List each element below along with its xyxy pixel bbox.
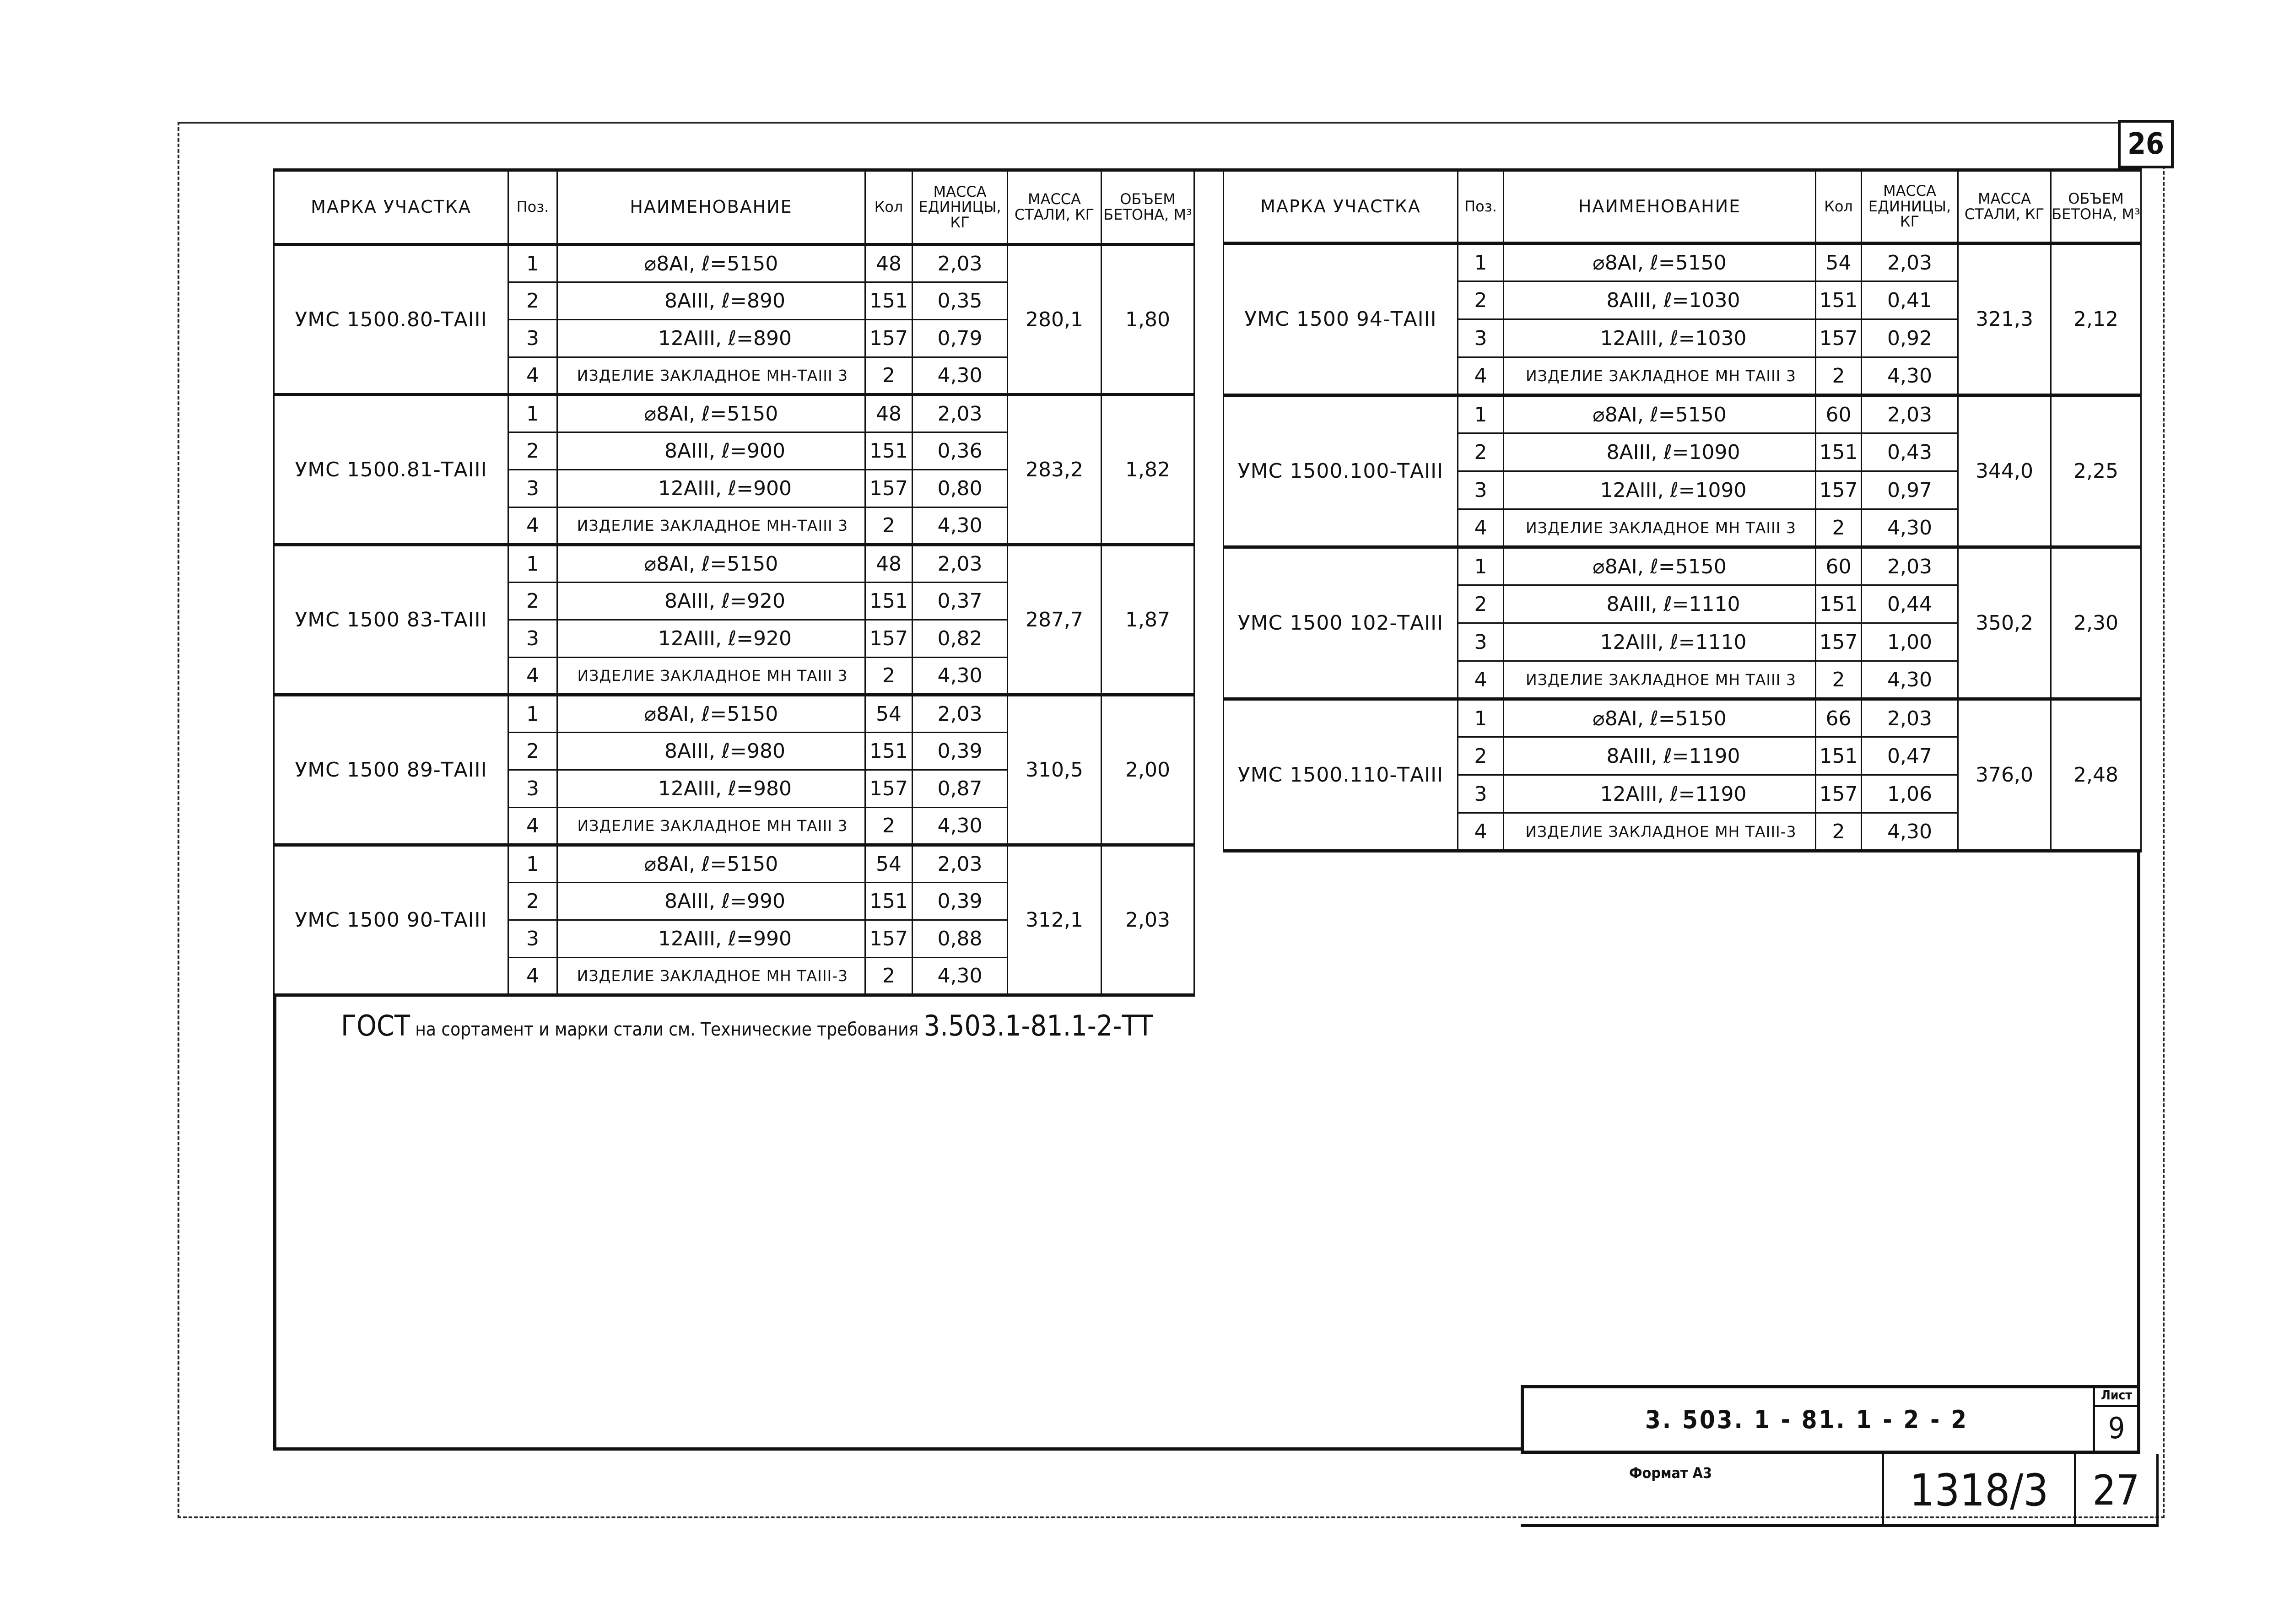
item-quantity: 157	[865, 770, 913, 808]
position-number: 3	[508, 920, 557, 958]
concrete-volume: 1,87	[1102, 545, 1194, 695]
item-quantity: 48	[865, 545, 913, 583]
item-quantity: 157	[865, 320, 913, 357]
header-pos: Поз.	[1458, 170, 1504, 243]
header-qty: Кол	[865, 170, 913, 245]
unit-mass: 4,30	[1862, 509, 1958, 547]
position-number: 2	[1458, 585, 1504, 623]
position-number: 3	[508, 770, 557, 808]
concrete-volume: 1,82	[1102, 395, 1194, 545]
item-quantity: 2	[1816, 357, 1862, 395]
position-number: 2	[1458, 433, 1504, 471]
item-quantity: 151	[865, 282, 913, 320]
item-name: ИЗДЕЛИЕ ЗАКЛАДНОЕ МН ТАIII 3	[557, 658, 865, 695]
item-name: ⌀8АI, ℓ=5150	[1504, 243, 1816, 281]
item-name: ⌀8АI, ℓ=5150	[557, 695, 865, 733]
header-pos: Поз.	[508, 170, 557, 245]
item-quantity: 157	[1816, 775, 1862, 813]
unit-mass: 0,44	[1862, 585, 1958, 623]
unit-mass: 0,80	[913, 470, 1008, 507]
header-concrete-volume: ОБЪЕМ БЕТОНА, М³	[2051, 170, 2141, 243]
unit-mass: 2,03	[1862, 547, 1958, 585]
table-row	[1224, 547, 2141, 585]
item-name: 12АIII, ℓ=990	[557, 920, 865, 958]
page-number: 27	[2076, 1454, 2159, 1527]
unit-mass: 2,03	[913, 545, 1008, 583]
unit-mass: 0,88	[913, 920, 1008, 958]
unit-mass: 0,47	[1862, 737, 1958, 775]
item-name: ⌀8АI, ℓ=5150	[557, 545, 865, 583]
item-quantity: 2	[1816, 661, 1862, 699]
position-number: 3	[1458, 623, 1504, 661]
unit-mass: 4,30	[913, 357, 1008, 395]
position-number: 3	[508, 470, 557, 507]
item-quantity: 157	[1816, 319, 1862, 357]
header-mark: МАРКА УЧАСТКА	[1224, 170, 1458, 243]
steel-mass-total: 344,0	[1958, 395, 2051, 547]
sheet-label: Лист	[2093, 1385, 2140, 1407]
position-number: 1	[508, 695, 557, 733]
position-number: 4	[508, 958, 557, 995]
concrete-volume: 2,30	[2051, 547, 2141, 699]
unit-mass: 0,41	[1862, 281, 1958, 319]
item-quantity: 54	[1816, 243, 1862, 281]
unit-mass: 4,30	[913, 958, 1008, 995]
item-name: 8АIII, ℓ=900	[557, 432, 865, 470]
item-name: 12АIII, ℓ=1090	[1504, 471, 1816, 509]
section-mark: УМС 1500.81-ТАIII	[274, 395, 508, 545]
item-name: ⌀8АI, ℓ=5150	[1504, 395, 1816, 433]
concrete-volume: 1,80	[1102, 245, 1194, 395]
steel-mass-total: 283,2	[1008, 395, 1102, 545]
table-row	[274, 545, 1194, 583]
item-quantity: 2	[1816, 813, 1862, 851]
unit-mass: 0,36	[913, 432, 1008, 470]
unit-mass: 2,03	[1862, 243, 1958, 281]
position-number: 3	[1458, 775, 1504, 813]
item-quantity: 54	[865, 695, 913, 733]
item-quantity: 2	[865, 808, 913, 845]
table-row	[274, 845, 1194, 883]
item-quantity: 2	[865, 658, 913, 695]
item-name: ИЗДЕЛИЕ ЗАКЛАДНОЕ МН-ТАIII 3	[557, 357, 865, 395]
steel-mass-total: 312,1	[1008, 845, 1102, 995]
item-name: ⌀8АI, ℓ=5150	[557, 245, 865, 282]
item-name: 12АIII, ℓ=1190	[1504, 775, 1816, 813]
item-name: 8АIII, ℓ=1090	[1504, 433, 1816, 471]
section-mark: УМС 1500.100-ТАIII	[1224, 395, 1458, 547]
note-text: на сортамент и марки стали см. Технические требования	[410, 1019, 924, 1040]
position-number: 2	[508, 733, 557, 770]
item-quantity: 157	[865, 470, 913, 507]
position-number: 4	[1458, 357, 1504, 395]
position-number: 3	[508, 620, 557, 658]
steel-mass-total: 287,7	[1008, 545, 1102, 695]
unit-mass: 0,37	[913, 583, 1008, 620]
position-number: 1	[1458, 547, 1504, 585]
item-quantity: 151	[1816, 281, 1862, 319]
header-qty: Кол	[1816, 170, 1862, 243]
header-concrete-volume: ОБЪЕМ БЕТОНА, М³	[1102, 170, 1194, 245]
unit-mass: 2,03	[913, 395, 1008, 432]
header-unit-mass: МАССА ЕДИНИЦЫ, КГ	[913, 170, 1008, 245]
position-number: 4	[508, 658, 557, 695]
section-mark: УМС 1500 89-ТАIII	[274, 695, 508, 845]
unit-mass: 0,39	[913, 883, 1008, 920]
item-quantity: 157	[1816, 623, 1862, 661]
steel-mass-total: 280,1	[1008, 245, 1102, 395]
item-quantity: 157	[865, 620, 913, 658]
unit-mass: 0,39	[913, 733, 1008, 770]
item-quantity: 66	[1816, 699, 1862, 737]
table-row	[274, 245, 1194, 282]
table-row	[274, 395, 1194, 432]
item-name: 8АIII, ℓ=920	[557, 583, 865, 620]
item-name: 8АIII, ℓ=890	[557, 282, 865, 320]
item-name: ИЗДЕЛИЕ ЗАКЛАДНОЕ МН ТАIII-3	[557, 958, 865, 995]
unit-mass: 2,03	[913, 695, 1008, 733]
position-number: 2	[508, 432, 557, 470]
unit-mass: 4,30	[1862, 357, 1958, 395]
item-quantity: 151	[1816, 585, 1862, 623]
position-number: 4	[508, 808, 557, 845]
item-quantity: 2	[865, 507, 913, 545]
item-quantity: 151	[865, 583, 913, 620]
item-name: ИЗДЕЛИЕ ЗАКЛАДНОЕ МН ТАIII 3	[1504, 509, 1816, 547]
item-name: 12АIII, ℓ=1110	[1504, 623, 1816, 661]
item-quantity: 54	[865, 845, 913, 883]
section-mark: УМС 1500 83-ТАIII	[274, 545, 508, 695]
item-name: 8АIII, ℓ=980	[557, 733, 865, 770]
item-quantity: 2	[865, 357, 913, 395]
sheet-number: 9	[2093, 1406, 2140, 1454]
section-mark: УМС 1500 94-ТАIII	[1224, 243, 1458, 395]
section-mark: УМС 1500.80-ТАIII	[274, 245, 508, 395]
item-name: ИЗДЕЛИЕ ЗАКЛАДНОЕ МН ТАIII 3	[1504, 357, 1816, 395]
item-name: ⌀8АI, ℓ=5150	[557, 845, 865, 883]
position-number: 4	[508, 357, 557, 395]
table-row	[1224, 699, 2141, 737]
section-mark: УМС 1500.110-ТАIII	[1224, 699, 1458, 851]
table-row	[1224, 395, 2141, 433]
header-mark: МАРКА УЧАСТКА	[274, 170, 508, 245]
position-number: 4	[1458, 509, 1504, 547]
header-unit-mass: МАССА ЕДИНИЦЫ, КГ	[1862, 170, 1958, 243]
item-quantity: 48	[865, 395, 913, 432]
unit-mass: 0,79	[913, 320, 1008, 357]
format-label: Формат А3	[1629, 1464, 1712, 1482]
item-quantity: 60	[1816, 547, 1862, 585]
item-name: 12АIII, ℓ=890	[557, 320, 865, 357]
item-quantity: 157	[865, 920, 913, 958]
position-number: 1	[508, 845, 557, 883]
item-name: ⌀8АI, ℓ=5150	[557, 395, 865, 432]
position-number: 3	[1458, 319, 1504, 357]
note-prefix: ГОСТ	[341, 1009, 410, 1042]
unit-mass: 1,06	[1862, 775, 1958, 813]
position-number: 1	[1458, 395, 1504, 433]
item-quantity: 151	[1816, 433, 1862, 471]
concrete-volume: 2,12	[2051, 243, 2141, 395]
unit-mass: 2,03	[1862, 699, 1958, 737]
position-number: 1	[1458, 699, 1504, 737]
steel-mass-total: 376,0	[1958, 699, 2051, 851]
unit-mass: 4,30	[913, 658, 1008, 695]
item-quantity: 157	[1816, 471, 1862, 509]
item-quantity: 151	[865, 883, 913, 920]
position-number: 2	[1458, 737, 1504, 775]
item-name: 8АIII, ℓ=1030	[1504, 281, 1816, 319]
item-quantity: 2	[1816, 509, 1862, 547]
section-mark: УМС 1500 102-ТАIII	[1224, 547, 1458, 699]
item-name: 12АIII, ℓ=920	[557, 620, 865, 658]
table-row	[274, 695, 1194, 733]
item-quantity: 151	[865, 733, 913, 770]
item-name: ИЗДЕЛИЕ ЗАКЛАДНОЕ МН ТАIII 3	[1504, 661, 1816, 699]
header-steel-mass: МАССА СТАЛИ, КГ	[1958, 170, 2051, 243]
unit-mass: 2,03	[913, 245, 1008, 282]
steel-mass-total: 350,2	[1958, 547, 2051, 699]
position-number: 3	[508, 320, 557, 357]
unit-mass: 0,97	[1862, 471, 1958, 509]
left-spec-table	[273, 168, 1195, 997]
item-name: 12АIII, ℓ=1030	[1504, 319, 1816, 357]
corner-sheet-number: 26	[2118, 120, 2174, 168]
item-quantity: 60	[1816, 395, 1862, 433]
item-name: ⌀8АI, ℓ=5150	[1504, 699, 1816, 737]
position-number: 1	[508, 545, 557, 583]
unit-mass: 0,35	[913, 282, 1008, 320]
item-quantity: 48	[865, 245, 913, 282]
unit-mass: 4,30	[913, 507, 1008, 545]
item-name: 8АIII, ℓ=1190	[1504, 737, 1816, 775]
section-mark: УМС 1500 90-ТАIII	[274, 845, 508, 995]
header-name: НАИМЕНОВАНИЕ	[1504, 170, 1816, 243]
item-name: 12АIII, ℓ=980	[557, 770, 865, 808]
item-name: ИЗДЕЛИЕ ЗАКЛАДНОЕ МН ТАIII-3	[1504, 813, 1816, 851]
position-number: 4	[1458, 813, 1504, 851]
position-number: 1	[1458, 243, 1504, 281]
standards-note	[341, 1009, 1153, 1042]
unit-mass: 4,30	[913, 808, 1008, 845]
item-name: 8АIII, ℓ=990	[557, 883, 865, 920]
unit-mass: 4,30	[1862, 661, 1958, 699]
unit-mass: 0,82	[913, 620, 1008, 658]
item-name: 12АIII, ℓ=900	[557, 470, 865, 507]
item-name: 8АIII, ℓ=1110	[1504, 585, 1816, 623]
item-name: ИЗДЕЛИЕ ЗАКЛАДНОЕ МН-ТАIII 3	[557, 507, 865, 545]
header-name: НАИМЕНОВАНИЕ	[557, 170, 865, 245]
item-name: ИЗДЕЛИЕ ЗАКЛАДНОЕ МН ТАIII 3	[557, 808, 865, 845]
concrete-volume: 2,25	[2051, 395, 2141, 547]
unit-mass: 4,30	[1862, 813, 1958, 851]
item-quantity: 151	[1816, 737, 1862, 775]
position-number: 2	[508, 883, 557, 920]
position-number: 4	[508, 507, 557, 545]
concrete-volume: 2,03	[1102, 845, 1194, 995]
table-row	[1224, 243, 2141, 281]
steel-mass-total: 310,5	[1008, 695, 1102, 845]
right-spec-table	[1223, 168, 2142, 852]
concrete-volume: 2,48	[2051, 699, 2141, 851]
document-code: 3. 503. 1 - 81. 1 - 2 - 2	[1645, 1405, 1969, 1434]
unit-mass: 1,00	[1862, 623, 1958, 661]
header-steel-mass: МАССА СТАЛИ, КГ	[1008, 170, 1102, 245]
position-number: 2	[1458, 281, 1504, 319]
concrete-volume: 2,00	[1102, 695, 1194, 845]
item-name: ⌀8АI, ℓ=5150	[1504, 547, 1816, 585]
position-number: 1	[508, 395, 557, 432]
note-reference: 3.503.1-81.1-2-ТТ	[923, 1009, 1153, 1042]
unit-mass: 0,92	[1862, 319, 1958, 357]
inventory-number: 1318/3	[1882, 1454, 2076, 1527]
position-number: 4	[1458, 661, 1504, 699]
item-quantity: 151	[865, 432, 913, 470]
position-number: 2	[508, 282, 557, 320]
unit-mass: 0,87	[913, 770, 1008, 808]
unit-mass: 2,03	[1862, 395, 1958, 433]
item-quantity: 2	[865, 958, 913, 995]
position-number: 3	[1458, 471, 1504, 509]
position-number: 1	[508, 245, 557, 282]
unit-mass: 2,03	[913, 845, 1008, 883]
position-number: 2	[508, 583, 557, 620]
steel-mass-total: 321,3	[1958, 243, 2051, 395]
unit-mass: 0,43	[1862, 433, 1958, 471]
